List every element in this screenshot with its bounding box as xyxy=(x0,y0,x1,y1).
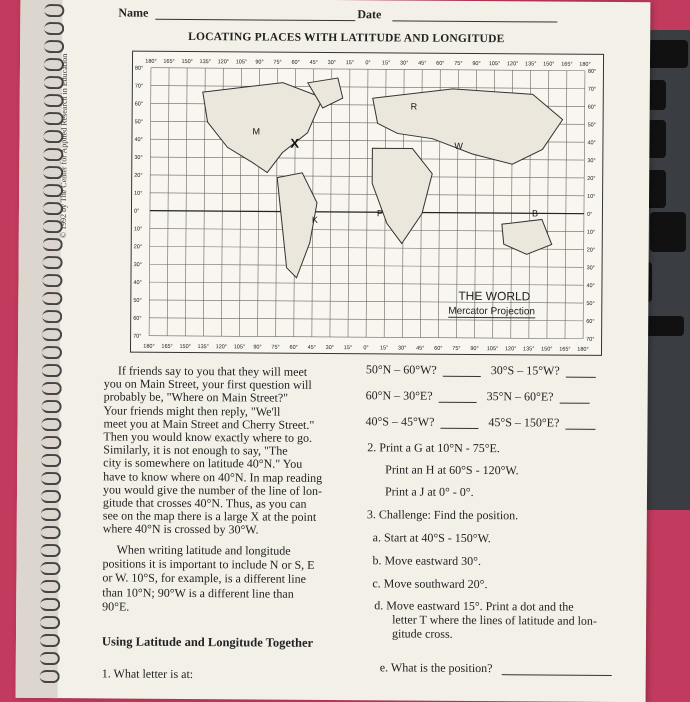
top-longitude-label: 45° xyxy=(309,59,318,66)
right-latitude-label: 80° xyxy=(587,68,597,75)
question-1-item xyxy=(365,414,595,430)
bottom-longitude-label: 180° xyxy=(577,346,589,353)
question-2: 2. Print a G at 10°N - 75°E. xyxy=(367,440,500,456)
question-1-item xyxy=(366,388,590,404)
question-3c: c. Move southward 20°. xyxy=(372,576,488,592)
map-marker-x: X xyxy=(290,135,300,151)
top-longitude-label: 105° xyxy=(235,59,248,66)
bottom-longitude-label: 165° xyxy=(161,343,173,350)
left-latitude-label: 50° xyxy=(134,119,143,126)
right-latitude-label: 40° xyxy=(586,283,595,290)
left-latitude-label: 70° xyxy=(133,333,142,340)
top-longitude-label: 75° xyxy=(454,60,463,67)
name-label: Name xyxy=(118,5,149,20)
binding-ring xyxy=(41,526,61,539)
bottom-longitude-label: 105° xyxy=(486,346,499,353)
binding-ring xyxy=(41,418,61,431)
question-3e xyxy=(380,660,612,676)
binding-ring xyxy=(40,616,60,629)
question-3a: a. Start at 40°S - 150°W. xyxy=(372,530,491,546)
bottom-longitude-label: 15° xyxy=(379,345,389,352)
top-longitude-label: 180° xyxy=(579,61,591,68)
world-map-label: THE WORLD xyxy=(458,288,531,304)
binding-ring xyxy=(44,22,64,35)
map-marker-b: B xyxy=(531,208,539,219)
top-longitude-label: 150° xyxy=(543,61,555,68)
map-marker-k: K xyxy=(311,214,318,225)
right-latitude-label: 30° xyxy=(586,265,595,272)
top-longitude-label: 30° xyxy=(399,60,409,67)
question-2c: Print a J at 0° - 0°. xyxy=(384,484,474,499)
right-latitude-label: 70° xyxy=(586,336,595,343)
bottom-longitude-label: 60° xyxy=(289,344,298,351)
name-field xyxy=(155,19,355,21)
coordinate-left: 60°N – 30°E? xyxy=(365,388,433,403)
top-longitude-label: 45° xyxy=(418,60,427,67)
paragraph-line: meet you at Main Street and Cherry Street." xyxy=(103,416,315,432)
paragraph-line: 90°E. xyxy=(102,599,130,614)
binding-ring xyxy=(41,544,61,557)
paragraph-line: see on the map there is a large X at the point xyxy=(102,508,317,525)
paragraph-line: you on Main Street, your first question will xyxy=(103,376,312,393)
bottom-longitude-label: 120° xyxy=(504,346,517,353)
paragraph-line: Your friends might then reply, "We'll xyxy=(103,402,281,419)
bottom-longitude-label: 150° xyxy=(179,343,191,351)
left-latitude-label: 50° xyxy=(133,297,142,304)
top-longitude-label: 60° xyxy=(436,60,445,67)
binding-ring xyxy=(41,472,61,485)
paragraph-line: Then you would know exactly where to go. xyxy=(103,429,313,445)
binding-ring xyxy=(42,274,62,287)
section-heading: Using Latitude and Longitude Together xyxy=(101,634,314,650)
left-latitude-label: 10° xyxy=(134,190,143,197)
right-latitude-label: 30° xyxy=(587,158,596,165)
date-field xyxy=(392,20,557,22)
left-latitude-label: 40° xyxy=(134,137,143,144)
right-latitude-label: 0° xyxy=(586,211,593,218)
right-latitude-label: 70° xyxy=(587,86,597,93)
left-latitude-label: 20° xyxy=(134,172,143,179)
paragraph-line: probably be, "Where on Main Street?" xyxy=(103,389,289,406)
map-marker-r: R xyxy=(410,101,418,112)
top-longitude-label: 0° xyxy=(365,60,371,67)
question-3d-line2: letter T where the lines of latitude and lon- xyxy=(392,612,597,628)
paragraph-line: have to know where on 40°N. In map reading xyxy=(103,468,323,485)
bottom-longitude-label: 150° xyxy=(541,346,553,353)
bottom-longitude-label: 135° xyxy=(197,344,209,351)
longitude-line xyxy=(348,69,350,337)
left-latitude-label: 30° xyxy=(133,262,142,269)
top-longitude-label: 90° xyxy=(255,59,264,66)
paragraph-line: Similarly, it is not enough to say, "The xyxy=(103,442,288,458)
right-latitude-label: 50° xyxy=(587,122,596,129)
paragraph-line: positions it is important to include N or S, E xyxy=(102,556,315,573)
paragraph-line: If friends say to you that they will meet xyxy=(117,363,308,379)
right-latitude-label: 60° xyxy=(586,318,595,325)
right-latitude-label: 10° xyxy=(586,229,596,236)
answer-blank[interactable] xyxy=(559,393,589,404)
top-longitude-label: 90° xyxy=(472,60,481,68)
bottom-longitude-label: 0° xyxy=(363,345,369,352)
binding-ring xyxy=(42,364,62,377)
longitude-line xyxy=(149,68,151,336)
binding-ring xyxy=(42,328,62,341)
top-longitude-label: 60° xyxy=(291,59,300,66)
top-longitude-label: 75° xyxy=(273,59,282,66)
bottom-longitude-label: 60° xyxy=(434,345,443,352)
top-longitude-label: 165° xyxy=(163,58,175,65)
right-latitude-label: 60° xyxy=(587,104,597,111)
binding-ring xyxy=(42,346,62,359)
right-latitude-label: 20° xyxy=(586,247,596,254)
question-3e-text: e. What is the position? xyxy=(379,660,493,676)
binding-ring xyxy=(40,598,60,611)
bottom-longitude-label: 105° xyxy=(233,344,246,351)
binding-ring xyxy=(40,652,60,665)
binding-ring xyxy=(41,454,61,467)
paragraph-line: gitude that crosses 40°N. Thus, as you can xyxy=(102,495,307,511)
binding-ring xyxy=(41,490,61,503)
copyright-credit: © 1992 by The Center for Applied Research in Education xyxy=(58,53,70,239)
projection-label: Mercator Projection xyxy=(448,305,536,318)
left-latitude-label: 70° xyxy=(134,83,144,90)
north-america-outline xyxy=(202,82,323,173)
worksheet-page xyxy=(16,0,651,702)
bottom-longitude-label: 75° xyxy=(452,345,461,352)
binding-ring xyxy=(43,238,63,251)
bottom-longitude-label: 30° xyxy=(397,345,407,352)
top-longitude-label: 120° xyxy=(217,59,230,66)
binding-ring xyxy=(43,256,63,269)
bottom-longitude-label: 90° xyxy=(470,345,479,353)
question-3b: b. Move eastward 30°. xyxy=(372,553,482,569)
right-latitude-label: 40° xyxy=(587,140,596,147)
binding-ring xyxy=(42,292,62,305)
top-longitude-label: 15° xyxy=(345,60,355,67)
answer-blank[interactable] xyxy=(439,392,477,403)
bottom-longitude-label: 135° xyxy=(523,346,535,353)
bottom-longitude-label: 45° xyxy=(307,344,316,351)
bottom-longitude-label: 90° xyxy=(253,344,262,351)
answer-blank[interactable] xyxy=(566,367,596,378)
map-marker-w: W xyxy=(454,140,463,151)
answer-blank[interactable] xyxy=(440,418,478,429)
paragraph-line: where 40°N is crossed by 30°W. xyxy=(102,521,259,537)
binding-ring xyxy=(41,436,61,449)
left-latitude-label: 40° xyxy=(133,280,142,287)
answer-blank[interactable] xyxy=(501,664,611,676)
longitude-line xyxy=(366,69,368,337)
question-3d-line3: gitude cross. xyxy=(391,626,453,641)
keyboard-key xyxy=(648,40,688,68)
right-latitude-label: 10° xyxy=(587,193,596,200)
left-latitude-label: 60° xyxy=(133,315,142,322)
paragraph-line: When writing latitude and longitude xyxy=(116,542,291,558)
africa-outline xyxy=(372,148,433,243)
map-marker-m: M xyxy=(252,126,261,137)
left-latitude-label: 60° xyxy=(134,101,144,108)
longitude-line xyxy=(167,68,169,336)
question-3: 3. Challenge: Find the position. xyxy=(366,507,519,523)
coordinate-left: 50°N – 60°W? xyxy=(365,362,437,377)
coordinate-right: 35°N – 60°E? xyxy=(486,389,554,404)
binding-ring xyxy=(44,40,64,53)
paragraph-line: city is somewhere on latitude 40°N." You xyxy=(103,455,303,472)
answer-blank[interactable] xyxy=(565,419,595,430)
top-longitude-label: 135° xyxy=(199,59,211,66)
binding-ring xyxy=(41,508,61,521)
bottom-longitude-label: 180° xyxy=(143,343,155,350)
top-longitude-label: 135° xyxy=(525,61,537,68)
bottom-longitude-label: 165° xyxy=(559,346,571,353)
paragraph-line: you would give the number of the line of lon- xyxy=(102,482,323,498)
top-longitude-label: 30° xyxy=(327,59,337,67)
longitude-line xyxy=(330,69,332,337)
longitude-line xyxy=(185,68,187,336)
right-latitude-label: 50° xyxy=(586,301,595,308)
coordinate-right: 45°S – 150°E? xyxy=(488,415,560,430)
south-america-outline xyxy=(277,173,318,278)
bottom-longitude-label: 15° xyxy=(343,345,353,352)
left-latitude-label: 80° xyxy=(134,65,144,72)
keyboard-key xyxy=(650,212,686,252)
question-3d-line1: d. Move eastward 15°. Print a dot and the xyxy=(374,598,574,614)
top-longitude-label: 180° xyxy=(145,58,157,65)
page-title: LOCATING PLACES WITH LATITUDE AND LONGITUDE xyxy=(188,30,505,46)
coordinate-left: 40°S – 45°W? xyxy=(365,414,435,429)
left-latitude-label: 0° xyxy=(133,208,140,215)
left-latitude-label: 30° xyxy=(134,154,143,161)
binding-ring xyxy=(42,310,62,323)
binding-ring xyxy=(40,634,60,647)
bottom-longitude-label: 120° xyxy=(215,344,228,351)
left-latitude-label: 20° xyxy=(133,244,143,251)
top-longitude-label: 15° xyxy=(381,60,391,67)
bottom-longitude-label: 75° xyxy=(271,344,280,351)
binding-ring xyxy=(40,670,60,683)
spiral-binding xyxy=(16,0,63,698)
coordinate-right: 30°S – 15°W? xyxy=(490,363,560,378)
paragraph-line: or W. 10°S, for example, is a different line xyxy=(102,570,306,587)
question-1: 1. What letter is at: xyxy=(101,666,194,682)
answer-blank[interactable] xyxy=(443,366,481,377)
paragraph-line: than 10°N; 90°W is a different line than xyxy=(102,584,294,601)
left-latitude-label: 10° xyxy=(133,226,143,233)
longitude-line xyxy=(565,71,567,339)
binding-ring xyxy=(44,4,64,17)
question-2b: Print an H at 60°S - 120°W. xyxy=(385,462,519,478)
binding-ring xyxy=(42,400,62,413)
top-longitude-label: 105° xyxy=(488,61,501,68)
top-longitude-label: 165° xyxy=(561,61,573,68)
binding-ring xyxy=(42,382,62,395)
binding-ring xyxy=(40,562,60,575)
longitude-line xyxy=(583,71,585,339)
binding-ring xyxy=(40,580,60,593)
right-latitude-label: 20° xyxy=(587,175,596,183)
bottom-longitude-label: 30° xyxy=(325,344,335,352)
question-1-item xyxy=(366,362,596,378)
map-marker-p: P xyxy=(376,208,384,219)
top-longitude-label: 150° xyxy=(181,58,193,66)
top-longitude-label: 120° xyxy=(506,61,519,68)
date-label: Date xyxy=(357,7,382,22)
bottom-longitude-label: 45° xyxy=(416,345,425,352)
